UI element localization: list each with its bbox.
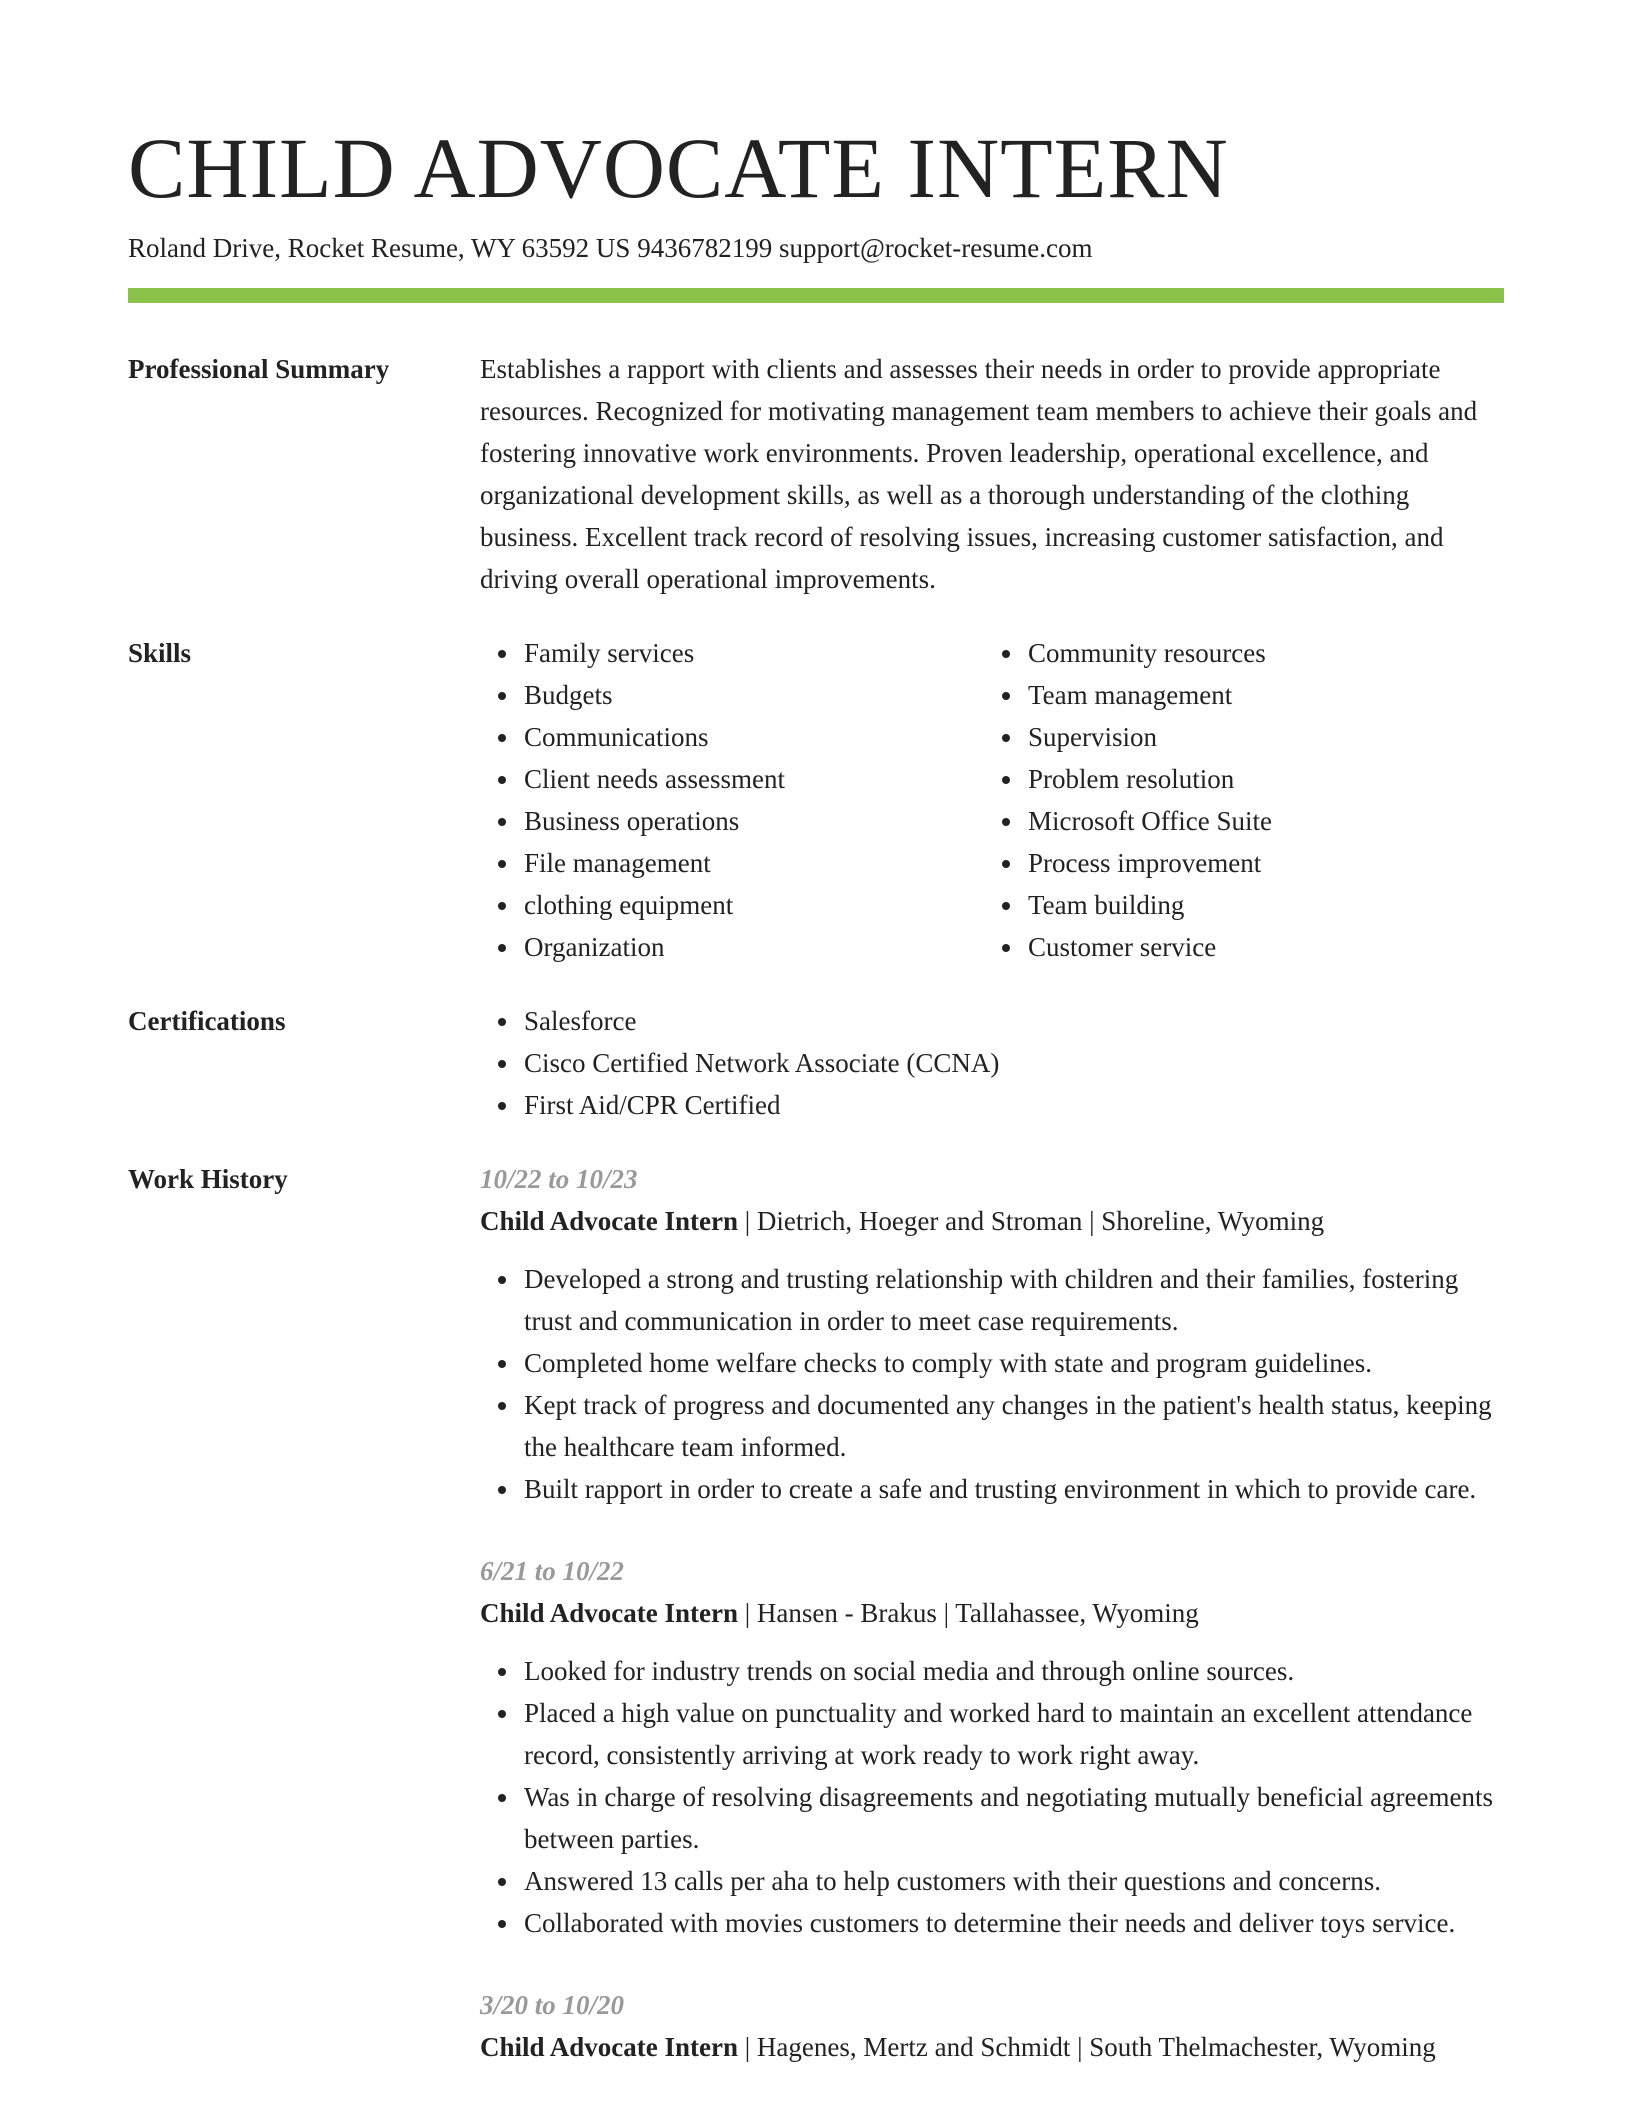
skill-item: Budgets [524, 674, 984, 716]
job-employer-location: | Hagenes, Mertz and Schmidt | South Thelmachester, Wyoming [738, 2032, 1436, 2062]
duty-item: Was in charge of resolving disagreements and negotiating mutually beneficial agreements between parties. [524, 1776, 1504, 1860]
duty-item: Looked for industry trends on social media and through online sources. [524, 1650, 1504, 1692]
duty-item: Collaborated with movies customers to determine their needs and deliver toys service. [524, 1902, 1504, 1944]
certification-item: Cisco Certified Network Associate (CCNA) [524, 1042, 1504, 1084]
job-dates: 6/21 to 10/22 [480, 1556, 625, 1586]
job-dates: 3/20 to 10/20 [480, 1990, 625, 2020]
duty-item: Built rapport in order to create a safe and trusting environment in which to provide care. [524, 1468, 1504, 1510]
duty-item: Completed home welfare checks to comply with state and program guidelines. [524, 1342, 1504, 1384]
skill-item: Team building [1028, 884, 1488, 926]
skills-section [128, 632, 1504, 968]
job-employer-location: | Dietrich, Hoeger and Stroman | Shoreline, Wyoming [738, 1206, 1325, 1236]
duty-item: Placed a high value on punctuality and worked hard to maintain an excellent attendance record, consistently arriving at work ready to work right away. [524, 1692, 1504, 1776]
duty-item: Kept track of progress and documented any changes in the patient's health status, keeping the healthcare team informed. [524, 1384, 1504, 1468]
skill-item: Community resources [1028, 632, 1488, 674]
skill-item: Customer service [1028, 926, 1488, 968]
job-entry [480, 1984, 1504, 2068]
skill-item: Communications [524, 716, 984, 758]
skill-item: Problem resolution [1028, 758, 1488, 800]
skill-item: Organization [524, 926, 984, 968]
job-employer-location: | Hansen - Brakus | Tallahassee, Wyoming [738, 1598, 1199, 1628]
summary-section [128, 348, 1504, 600]
section-heading-summary: Professional Summary [128, 354, 390, 384]
skill-item: Family services [524, 632, 984, 674]
duty-item: Developed a strong and trusting relationship with children and their families, fostering trust and communication in order to meet case requirements. [524, 1258, 1504, 1342]
candidate-name: CHILD ADVOCATE INTERN [128, 120, 1229, 216]
certification-item: Salesforce [524, 1000, 1504, 1042]
job-dates: 10/22 to 10/23 [480, 1164, 638, 1194]
job-title: Child Advocate Intern [480, 1206, 739, 1236]
skill-item: Microsoft Office Suite [1028, 800, 1488, 842]
job-entry [480, 1550, 1504, 1944]
job-heading [480, 1200, 1504, 1242]
job-entry [480, 1158, 1504, 1510]
job-duties [480, 1650, 1504, 1944]
section-heading-work-history: Work History [128, 1164, 288, 1194]
certification-item: First Aid/CPR Certified [524, 1084, 1504, 1126]
job-title: Child Advocate Intern [480, 1598, 739, 1628]
skill-item: Business operations [524, 800, 984, 842]
skill-item: Client needs assessment [524, 758, 984, 800]
accent-divider [128, 288, 1504, 303]
skill-item: Supervision [1028, 716, 1488, 758]
skill-item: clothing equipment [524, 884, 984, 926]
resume-header [128, 118, 1504, 303]
certifications-list [480, 1000, 1504, 1126]
skill-item: File management [524, 842, 984, 884]
summary-text: Establishes a rapport with clients and assesses their needs in order to provide appropriate resources. Recognized for motivating management team members to achieve their goals and fostering innovative work environments. Proven leadership, operational excellence, and organizational development skills, as well as a thorough understanding of the clothing business. Excellent track record of resolving issues, increasing customer satisfaction, and driving overall operational improvements. [480, 354, 1478, 594]
section-heading-certifications: Certifications [128, 1006, 286, 1036]
skills-list-left [480, 632, 984, 968]
certifications-section [128, 1000, 1504, 1126]
contact-line: Roland Drive, Rocket Resume, WY 63592 US 9436782199 support@rocket-resume.com [128, 233, 1093, 263]
job-heading [480, 2026, 1504, 2068]
skills-list-right [984, 632, 1488, 968]
skill-item: Team management [1028, 674, 1488, 716]
work-history-section [128, 1158, 1504, 2108]
job-title: Child Advocate Intern [480, 2032, 739, 2062]
job-duties [480, 1258, 1504, 1510]
section-heading-skills: Skills [128, 638, 192, 668]
duty-item: Answered 13 calls per aha to help customers with their questions and concerns. [524, 1860, 1504, 1902]
skill-item: Process improvement [1028, 842, 1488, 884]
job-heading [480, 1592, 1504, 1634]
